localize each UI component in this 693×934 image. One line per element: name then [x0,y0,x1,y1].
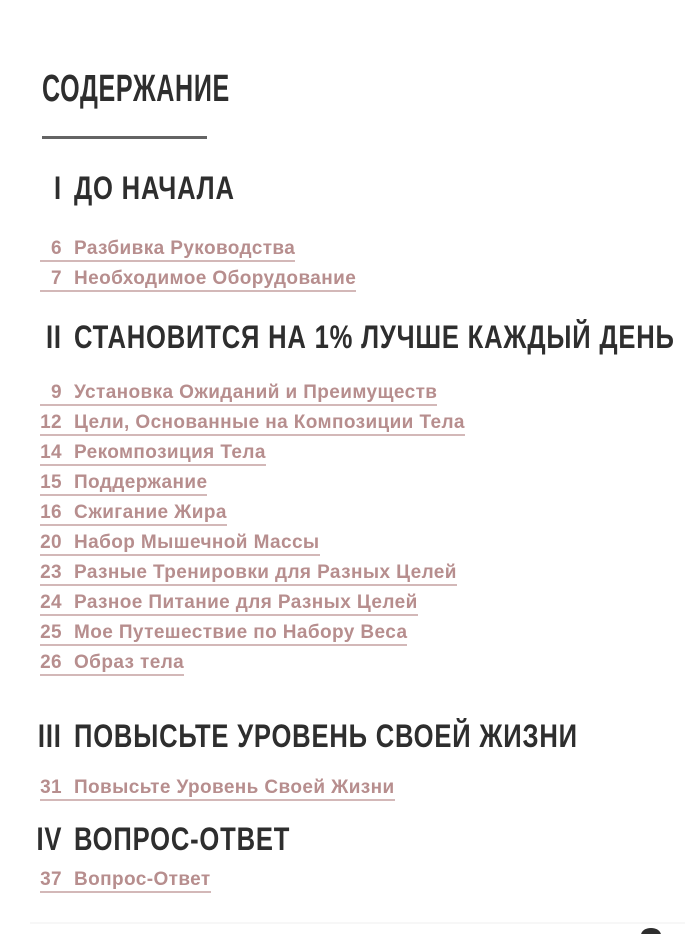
toc-link-weight-gain-journey[interactable] [40,623,407,646]
scan-shadow-line [30,922,685,924]
page-number: 24 [40,592,62,613]
section-2-numeral: II [46,319,62,355]
page-number: 23 [40,562,62,583]
toc-link-different-nutrition[interactable] [40,593,418,616]
title-divider [42,136,207,139]
toc-link-guide-breakdown[interactable] [40,239,295,262]
page-title-text: СОДЕРЖАНИЕ [42,68,230,110]
section-4-title: ВОПРОС-ОТВЕТ [74,821,291,857]
page-number: 31 [40,777,62,798]
section-3-numeral: III [38,718,62,754]
toc-link-label: Разбивка Руководства [74,238,296,259]
toc-link-different-workouts[interactable] [40,563,457,586]
toc-link-label: Повысьте Уровень Своей Жизни [74,777,395,798]
toc-link-label: Разные Тренировки для Разных Целей [74,562,457,583]
section-1-numeral: I [54,170,62,206]
page-number: 12 [40,412,62,433]
toc-link-label: Набор Мышечной Массы [74,532,320,553]
toc-link-muscle-gain[interactable] [40,533,320,556]
page-number: 26 [40,652,62,673]
section-header-1 [38,172,275,204]
toc-link-label: Поддержание [74,472,208,493]
section-1-title: ДО НАЧАЛА [74,170,235,206]
section-header-2 [38,321,693,353]
page-number: 37 [40,869,62,890]
page-number: 20 [40,532,62,553]
toc-link-required-equipment[interactable] [40,269,356,292]
toc-link-label: Сжигание Жира [74,502,227,523]
page-number: 9 [51,382,62,403]
toc-link-label: Мое Путешествие по Набору Веса [74,622,408,643]
section-4-numeral: IV [36,821,62,857]
page-number: 6 [51,238,62,259]
section-header-4 [38,823,344,855]
toc-link-fat-burning[interactable] [40,503,227,526]
toc-link-label: Рекомпозиция Тела [74,442,266,463]
toc-link-label: Образ тела [74,652,185,673]
toc-link-body-image[interactable] [40,653,184,676]
page-number: 14 [40,442,62,463]
page-number: 7 [51,268,62,289]
toc-link-label: Установка Ожиданий и Преимуществ [74,382,438,403]
toc-link-body-composition-goals[interactable] [40,413,465,436]
toc-link-label: Необходимое Оборудование [74,268,357,289]
toc-link-q-and-a[interactable] [40,870,211,893]
section-header-3 [38,720,693,752]
section-2-title: СТАНОВИТСЯ НА 1% ЛУЧШЕ КАЖДЫЙ ДЕНЬ [74,319,675,355]
toc-link-body-recomposition[interactable] [40,443,266,466]
toc-link-level-up-life[interactable] [40,778,395,801]
page-title [42,70,327,108]
toc-link-label: Цели, Основанные на Композиции Тела [74,412,465,433]
partial-page-number-dot [641,928,661,934]
page-number: 15 [40,472,62,493]
toc-link-label: Разное Питание для Разных Целей [74,592,418,613]
page-number: 16 [40,502,62,523]
section-3-title: ПОВЫСЬТЕ УРОВЕНЬ СВОЕЙ ЖИЗНИ [74,718,578,754]
page-number: 25 [40,622,62,643]
toc-link-maintenance[interactable] [40,473,207,496]
toc-link-expectations[interactable] [40,383,437,406]
toc-link-label: Вопрос-Ответ [74,869,211,890]
